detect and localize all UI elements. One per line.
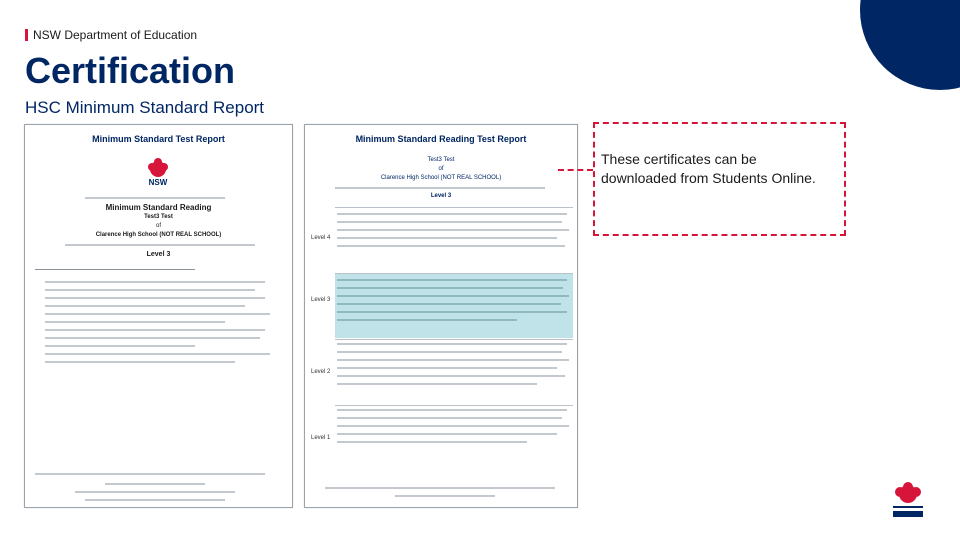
doc2-level: Level 3 (430, 193, 452, 199)
doc1-heading1: Minimum Standard Reading (105, 203, 212, 212)
page-subtitle: HSC Minimum Standard Report (25, 98, 265, 117)
doc1-logo-text: NSW (148, 178, 168, 187)
doc1-level: Level 3 (146, 251, 171, 258)
doc1-heading3: of (155, 223, 161, 229)
doc2-title: Minimum Standard Reading Test Report (355, 134, 527, 144)
callout-text: These certificates can be downloaded from Students Online. (601, 151, 816, 186)
page-title: Certification (25, 50, 236, 91)
header-accent-bar (25, 29, 28, 41)
level-band-1 (335, 405, 573, 472)
level-band-2 (335, 339, 573, 404)
doc1-heading2: Test3 Test (144, 214, 173, 220)
certificate-preview-1 (24, 124, 293, 508)
nsw-government-logo-icon (888, 482, 928, 522)
level-label-4: Level 4 (311, 235, 331, 241)
corner-decoration (860, 0, 960, 90)
doc1-school: Clarence High School (NOT REAL SCHOOL) (95, 232, 222, 238)
doc2-school: Clarence High School (NOT REAL SCHOOL) (380, 175, 502, 181)
doc2-line2: of (438, 166, 444, 172)
department-name: NSW Department of Education (33, 28, 198, 42)
level-label-1: Level 1 (311, 435, 331, 441)
doc1-title: Minimum Standard Test Report (92, 134, 225, 144)
level-label-3: Level 3 (311, 297, 331, 303)
level-label-2: Level 2 (311, 369, 331, 375)
level-band-4 (335, 207, 573, 272)
callout-connector (558, 169, 593, 173)
waratah-logo-icon (141, 158, 175, 192)
doc2-line1: Test3 Test (427, 157, 455, 163)
level-band-3-highlighted (335, 273, 573, 338)
certificate-preview-2 (304, 124, 578, 508)
